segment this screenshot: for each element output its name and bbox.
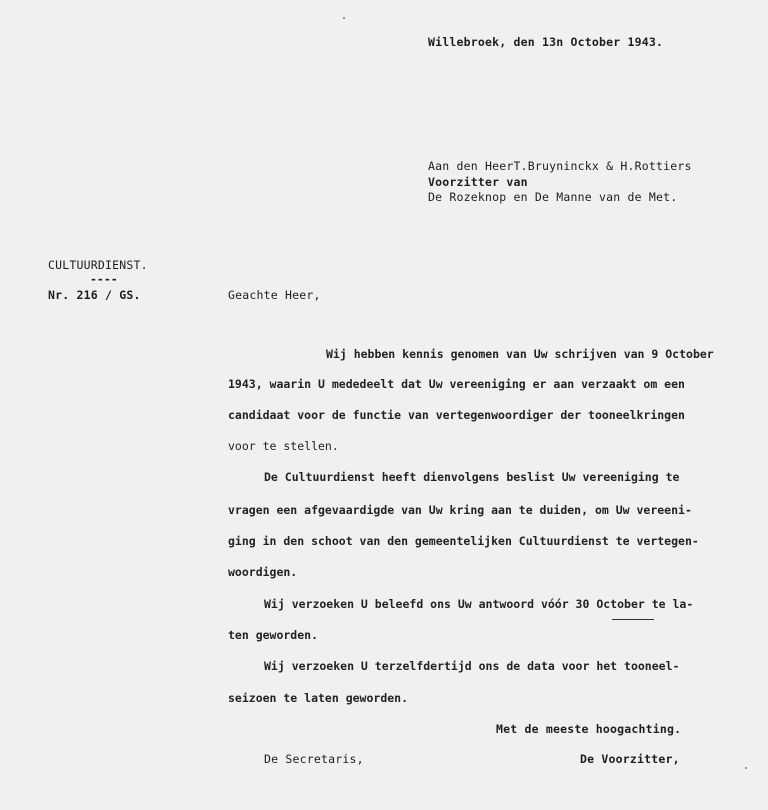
closing: Met de meeste hoogachting. [496, 722, 682, 736]
paragraph-1-line: Wij hebben kennis genomen van Uw schrijven van 9 October [326, 347, 714, 361]
paragraph-2-line: woordigen. [228, 565, 298, 579]
dateline: Willebroek, den 13n October 1943. [428, 35, 664, 49]
paper-speck [745, 767, 747, 769]
recipient-line-1: Aan den HeerT.Bruyninckx & H.Rottiers [428, 159, 692, 173]
paragraph-2-line: vragen een afgevaardigde van Uw kring aan te duiden, om Uw vereeni- [228, 503, 692, 517]
paragraph-3-line: Wij verzoeken U beleefd ons Uw antwoord vóór 30 October te la- [264, 597, 694, 611]
paragraph-1-line: 1943, waarin U mededeelt dat Uw vereeniging er aan verzaakt om een [228, 377, 685, 391]
recipient-line-3: De Rozeknop en De Manne van de Met. [428, 190, 678, 204]
paragraph-4-line: seizoen te laten geworden. [228, 691, 409, 705]
signature-secretary: De Secretaris, [264, 752, 364, 766]
department-separator: ---- [90, 272, 118, 286]
signature-chairman: De Voorzitter, [580, 752, 680, 766]
paragraph-4-line: Wij verzoeken U terzelfdertijd ons de data voor het tooneel- [264, 659, 680, 673]
recipient-line-2: Voorzitter van [428, 175, 528, 189]
paragraph-1-line: voor te stellen. [228, 439, 339, 453]
department-name: CULTUURDIENST. [48, 258, 148, 272]
paragraph-2-line: ging in den schoot van den gemeentelijken Cultuurdienst te vertegen- [228, 534, 699, 548]
paragraph-3-line: ten geworden. [228, 628, 319, 642]
salutation: Geachte Heer, [228, 288, 321, 302]
underline-mark [612, 619, 654, 620]
paper-speck [343, 17, 345, 19]
reference-number: Nr. 216 / GS. [48, 288, 141, 302]
paragraph-1-line: candidaat voor de functie van vertegenwoordiger der tooneelkringen [228, 408, 685, 422]
paragraph-2-line: De Cultuurdienst heeft dienvolgens beslist Uw vereeniging te [264, 470, 680, 484]
